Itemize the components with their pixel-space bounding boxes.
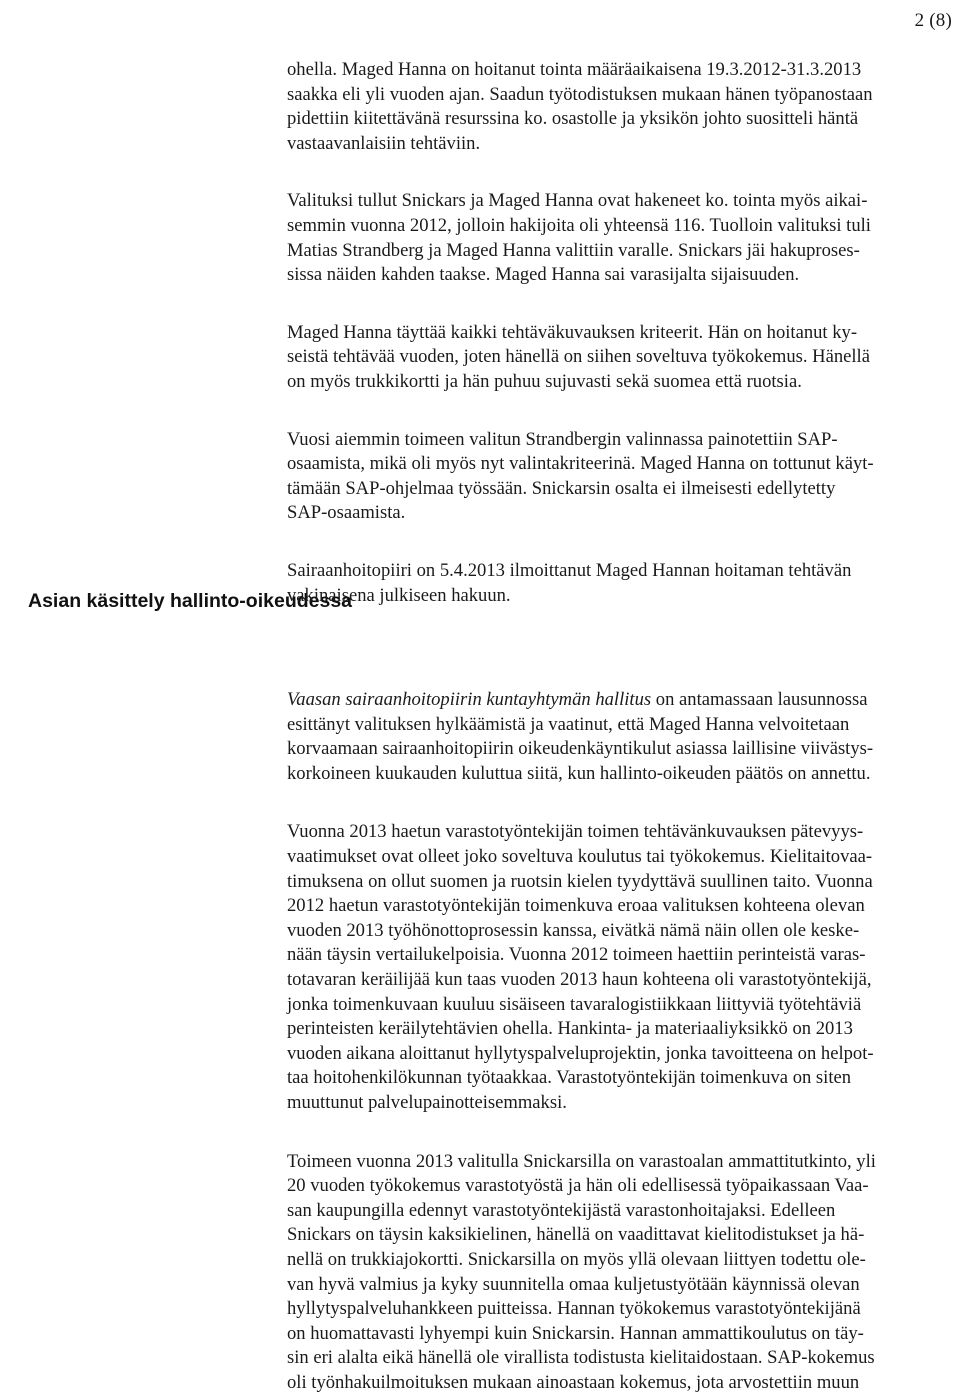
text-line xyxy=(287,688,955,713)
text-line: hyllytyspalveluhankkeen puitteissa. Hannan työkokemus varastotyöntekijänä xyxy=(287,1298,861,1320)
text-line: Sairaanhoitopiiri on 5.4.2013 ilmoittanut Maged Hannan hoitaman tehtävän xyxy=(287,559,852,581)
text-line: totavaran keräilijää kun taas vuoden 2013 haun kohteena oli varastotyöntekijä, xyxy=(287,969,872,991)
section-heading: Asian käsittely hallinto-oikeudessa xyxy=(28,590,353,612)
text-line: korkoineen kuukauden kuluttua siitä, kun hallinto-oikeuden päätös on annettu. xyxy=(287,762,871,784)
text-line: korvaamaan sairaanhoitopiirin oikeudenkäyntikulut asiassa laillisine viivästys- xyxy=(287,738,874,760)
italic-party-name: Vaasan sairaanhoitopiirin kuntayhtymän hallitus xyxy=(287,689,652,711)
text-line: 20 vuoden työkokemus varastotyöstä ja hän oli edellisessä työpaikassaan Vaa- xyxy=(287,1175,869,1197)
paragraph-board-statement xyxy=(287,688,955,786)
text-line: vakinaisena julkiseen hakuun. xyxy=(287,584,511,606)
text-line: seistä tehtävää vuoden, joten hänellä on siihen soveltuva työkokemus. Hänellä xyxy=(287,346,870,368)
text-line: nellä on trukkiajokortti. Snickarsilla on myös yllä olevaan liittyen todettu ole- xyxy=(287,1248,866,1270)
text-line: Snickars on täysin kaksikielinen, hänellä on vaadittavat kielitodistukset ja hä- xyxy=(287,1224,865,1246)
text-line: perinteisten keräilytehtävien ohella. Hankinta- ja materiaaliyksikkö on 2013 xyxy=(287,1018,853,1040)
text-line: jonka toimenkuvaan kuuluu sisäiseen tavaralogistiikkaan liittyviä työtehtäviä xyxy=(287,993,862,1015)
paragraph-public-announcement xyxy=(287,559,955,608)
text-line: vastaavanlaisiin tehtäviin. xyxy=(287,132,481,154)
text-line: Vuosi aiemmin toimeen valitun Strandbergin valinnassa painotettiin SAP- xyxy=(287,428,838,450)
paragraph-criteria xyxy=(287,321,955,395)
document-body xyxy=(287,58,955,1396)
text-line: oli työnhakuilmoituksen mukaan ainoastaan kokemus, jota arvostettiin muun xyxy=(287,1371,860,1393)
paragraph-selected-candidate xyxy=(287,1150,955,1396)
paragraph-sap-skills xyxy=(287,428,955,526)
text-line: timuksena on ollut suomen ja ruotsin kielen tyydyttävä suullinen taito. Vuonna xyxy=(287,870,873,892)
text-line: Toimeen vuonna 2013 valitulla Snickarsilla on varastoalan ammattitutkinto, yli xyxy=(287,1150,876,1172)
text-line: san kaupungilla edennyt varastotyöntekijästä varastonhoitajaksi. Edelleen xyxy=(287,1199,836,1221)
text-line: osaamista, mikä oli myös nyt valintakriteerinä. Maged Hanna on tottunut käyt- xyxy=(287,453,874,475)
page-number: 2 (8) xyxy=(914,10,952,31)
text-line: esittänyt valituksen hylkäämistä ja vaatinut, että Maged Hanna velvoitetaan xyxy=(287,713,850,735)
text-line: Matias Strandberg ja Maged Hanna valittiin varalle. Snickars jäi hakuproses- xyxy=(287,239,860,261)
paragraph-previous-application xyxy=(287,189,955,287)
text-line: sin eri alalta eikä hänellä ole virallista todistusta kielitaidostaan. SAP-kokemus xyxy=(287,1347,875,1369)
text-line: tämään SAP-ohjelmaa työssään. Snickarsin osalta ei ilmeisesti edellytetty xyxy=(287,477,836,499)
text-fragment: on antamassaan lausunnossa xyxy=(651,689,868,711)
text-line: 2012 haetun varastotyöntekijän toimenkuva eroaa valituksen kohteena olevan xyxy=(287,895,865,917)
text-line: saakka eli yli vuoden ajan. Saadun työtodistuksen mukaan hänen työpanostaan xyxy=(287,83,873,105)
text-line: van hyvä valmius ja kyky suunnitella omaa kuljetustyötään käynnissä olevan xyxy=(287,1273,860,1295)
text-line: ohella. Maged Hanna on hoitanut tointa määräaikaisena 19.3.2012-31.3.2013 xyxy=(287,59,862,80)
text-line: vuoden 2013 työhönottoprosessin kanssa, eivätkä nämä näin ollen ole keske- xyxy=(287,919,860,941)
text-line: Valituksi tullut Snickars ja Maged Hanna ovat hakeneet ko. tointa myös aikai- xyxy=(287,190,868,212)
text-line: taa hoitohenkilökunnan työtaakkaa. Varastotyöntekijän toimenkuva on siten xyxy=(287,1067,852,1089)
text-line: semmin vuonna 2012, jolloin hakijoita oli yhteensä 116. Tuolloin valituksi tuli xyxy=(287,214,871,236)
text-line: pidettiin kiitettävänä resurssina ko. osastolle ja yksikön johto suositteli häntä xyxy=(287,108,859,130)
text-line: sissa näiden kahden taakse. Maged Hanna sai varasijalta sijaisuuden. xyxy=(287,264,800,286)
text-line: SAP-osaamista. xyxy=(287,502,406,524)
text-line: on huomattavasti lyhyempi kuin Snickarsin. Hannan ammattikoulutus on täy- xyxy=(287,1322,864,1344)
text-line: muuttunut palvelupainotteisemmaksi. xyxy=(287,1092,567,1113)
paragraph-job-requirements xyxy=(287,820,955,1115)
text-line: vaatimukset ovat olleet joko soveltuva koulutus tai työkokemus. Kielitaitovaa- xyxy=(287,846,873,868)
text-line: nään täysin vertailukelpoisia. Vuonna 2012 toimeen haettiin perinteistä varas- xyxy=(287,944,866,966)
text-line: on myös trukkikortti ja hän puhuu sujuvasti sekä suomea että ruotsia. xyxy=(287,370,802,392)
paragraph-employment-history xyxy=(287,58,955,156)
text-line: vuoden aikana aloittanut hyllytyspalveluprojektin, jonka tavoitteena on helpot- xyxy=(287,1042,874,1064)
text-line: Maged Hanna täyttää kaikki tehtäväkuvauksen kriteerit. Hän on hoitanut ky- xyxy=(287,321,858,343)
text-line: Vuonna 2013 haetun varastotyöntekijän toimen tehtävänkuvauksen pätevyys- xyxy=(287,821,864,843)
